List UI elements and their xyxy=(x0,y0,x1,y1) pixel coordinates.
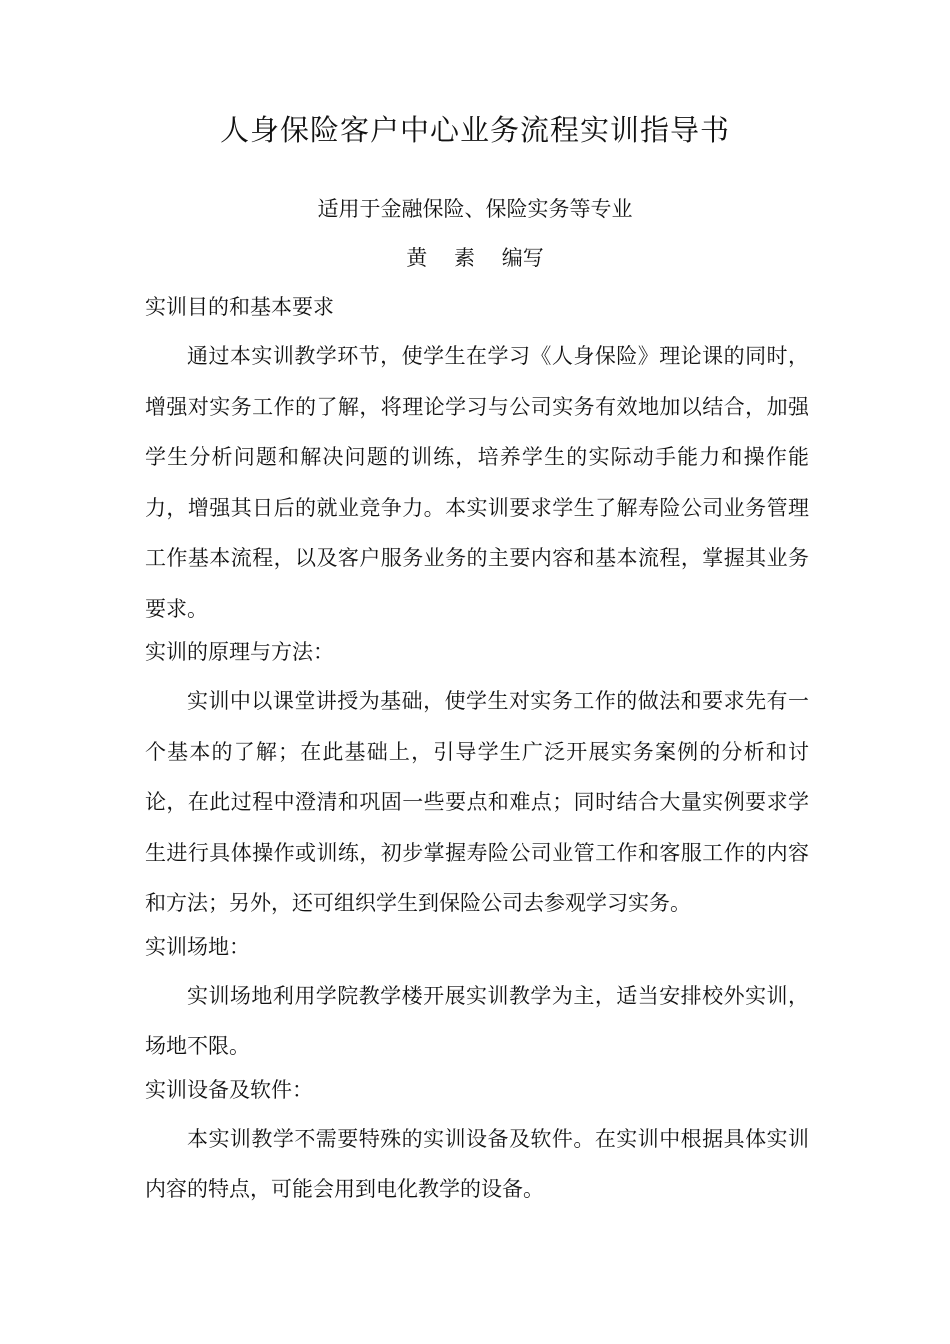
section-heading: 实训场地： xyxy=(145,934,250,959)
section-equipment-software xyxy=(145,1072,809,1215)
document-body xyxy=(145,289,809,1215)
section-paragraph: 本实训教学不需要特殊的实训设备及软件。在实训中根据具体实训内容的特点，可能会用到电化教学的设备。 xyxy=(145,1126,809,1201)
document-title: 人身保险客户中心业务流程实训指导书 xyxy=(219,113,730,147)
document-author: 黄 素 编写 xyxy=(406,246,544,270)
section-paragraph: 通过本实训教学环节，使学生在学习《人身保险》理论课的同时，增强对实务工作的了解，将理论学习与公司实务有效地加以结合，加强学生分析问题和解决问题的训练，培养学生的实际动手能力和操作能力，增强其日后的就业竞争力。本实训要求学生了解寿险公司业务管理工作基本流程，以及客户服务业务的主要内容和基本流程，掌握其业务要求。 xyxy=(145,344,809,621)
document-subtitle: 适用于金融保险、保险实务等专业 xyxy=(317,197,633,221)
section-paragraph: 实训中以课堂讲授为基础，使学生对实务工作的做法和要求先有一个基本的了解；在此基础上，引导学生广泛开展实务案例的分析和讨论，在此过程中澄清和巩固一些要点和难点；同时结合大量实例要求学生进行具体操作或训练，初步掌握寿险公司业管工作和客服工作的内容和方法；另外，还可组织学生到保险公司去参观学习实务。 xyxy=(145,689,809,915)
section-venue xyxy=(145,929,809,1072)
section-paragraph: 实训场地利用学院教学楼开展实训教学为主，适当安排校外实训，场地不限。 xyxy=(145,983,809,1058)
section-principles-methods xyxy=(145,634,809,929)
section-heading: 实训设备及软件： xyxy=(145,1077,313,1102)
section-heading: 实训的原理与方法： xyxy=(145,640,334,664)
section-heading: 实训目的和基本要求 xyxy=(145,295,334,319)
section-objectives xyxy=(145,289,809,634)
